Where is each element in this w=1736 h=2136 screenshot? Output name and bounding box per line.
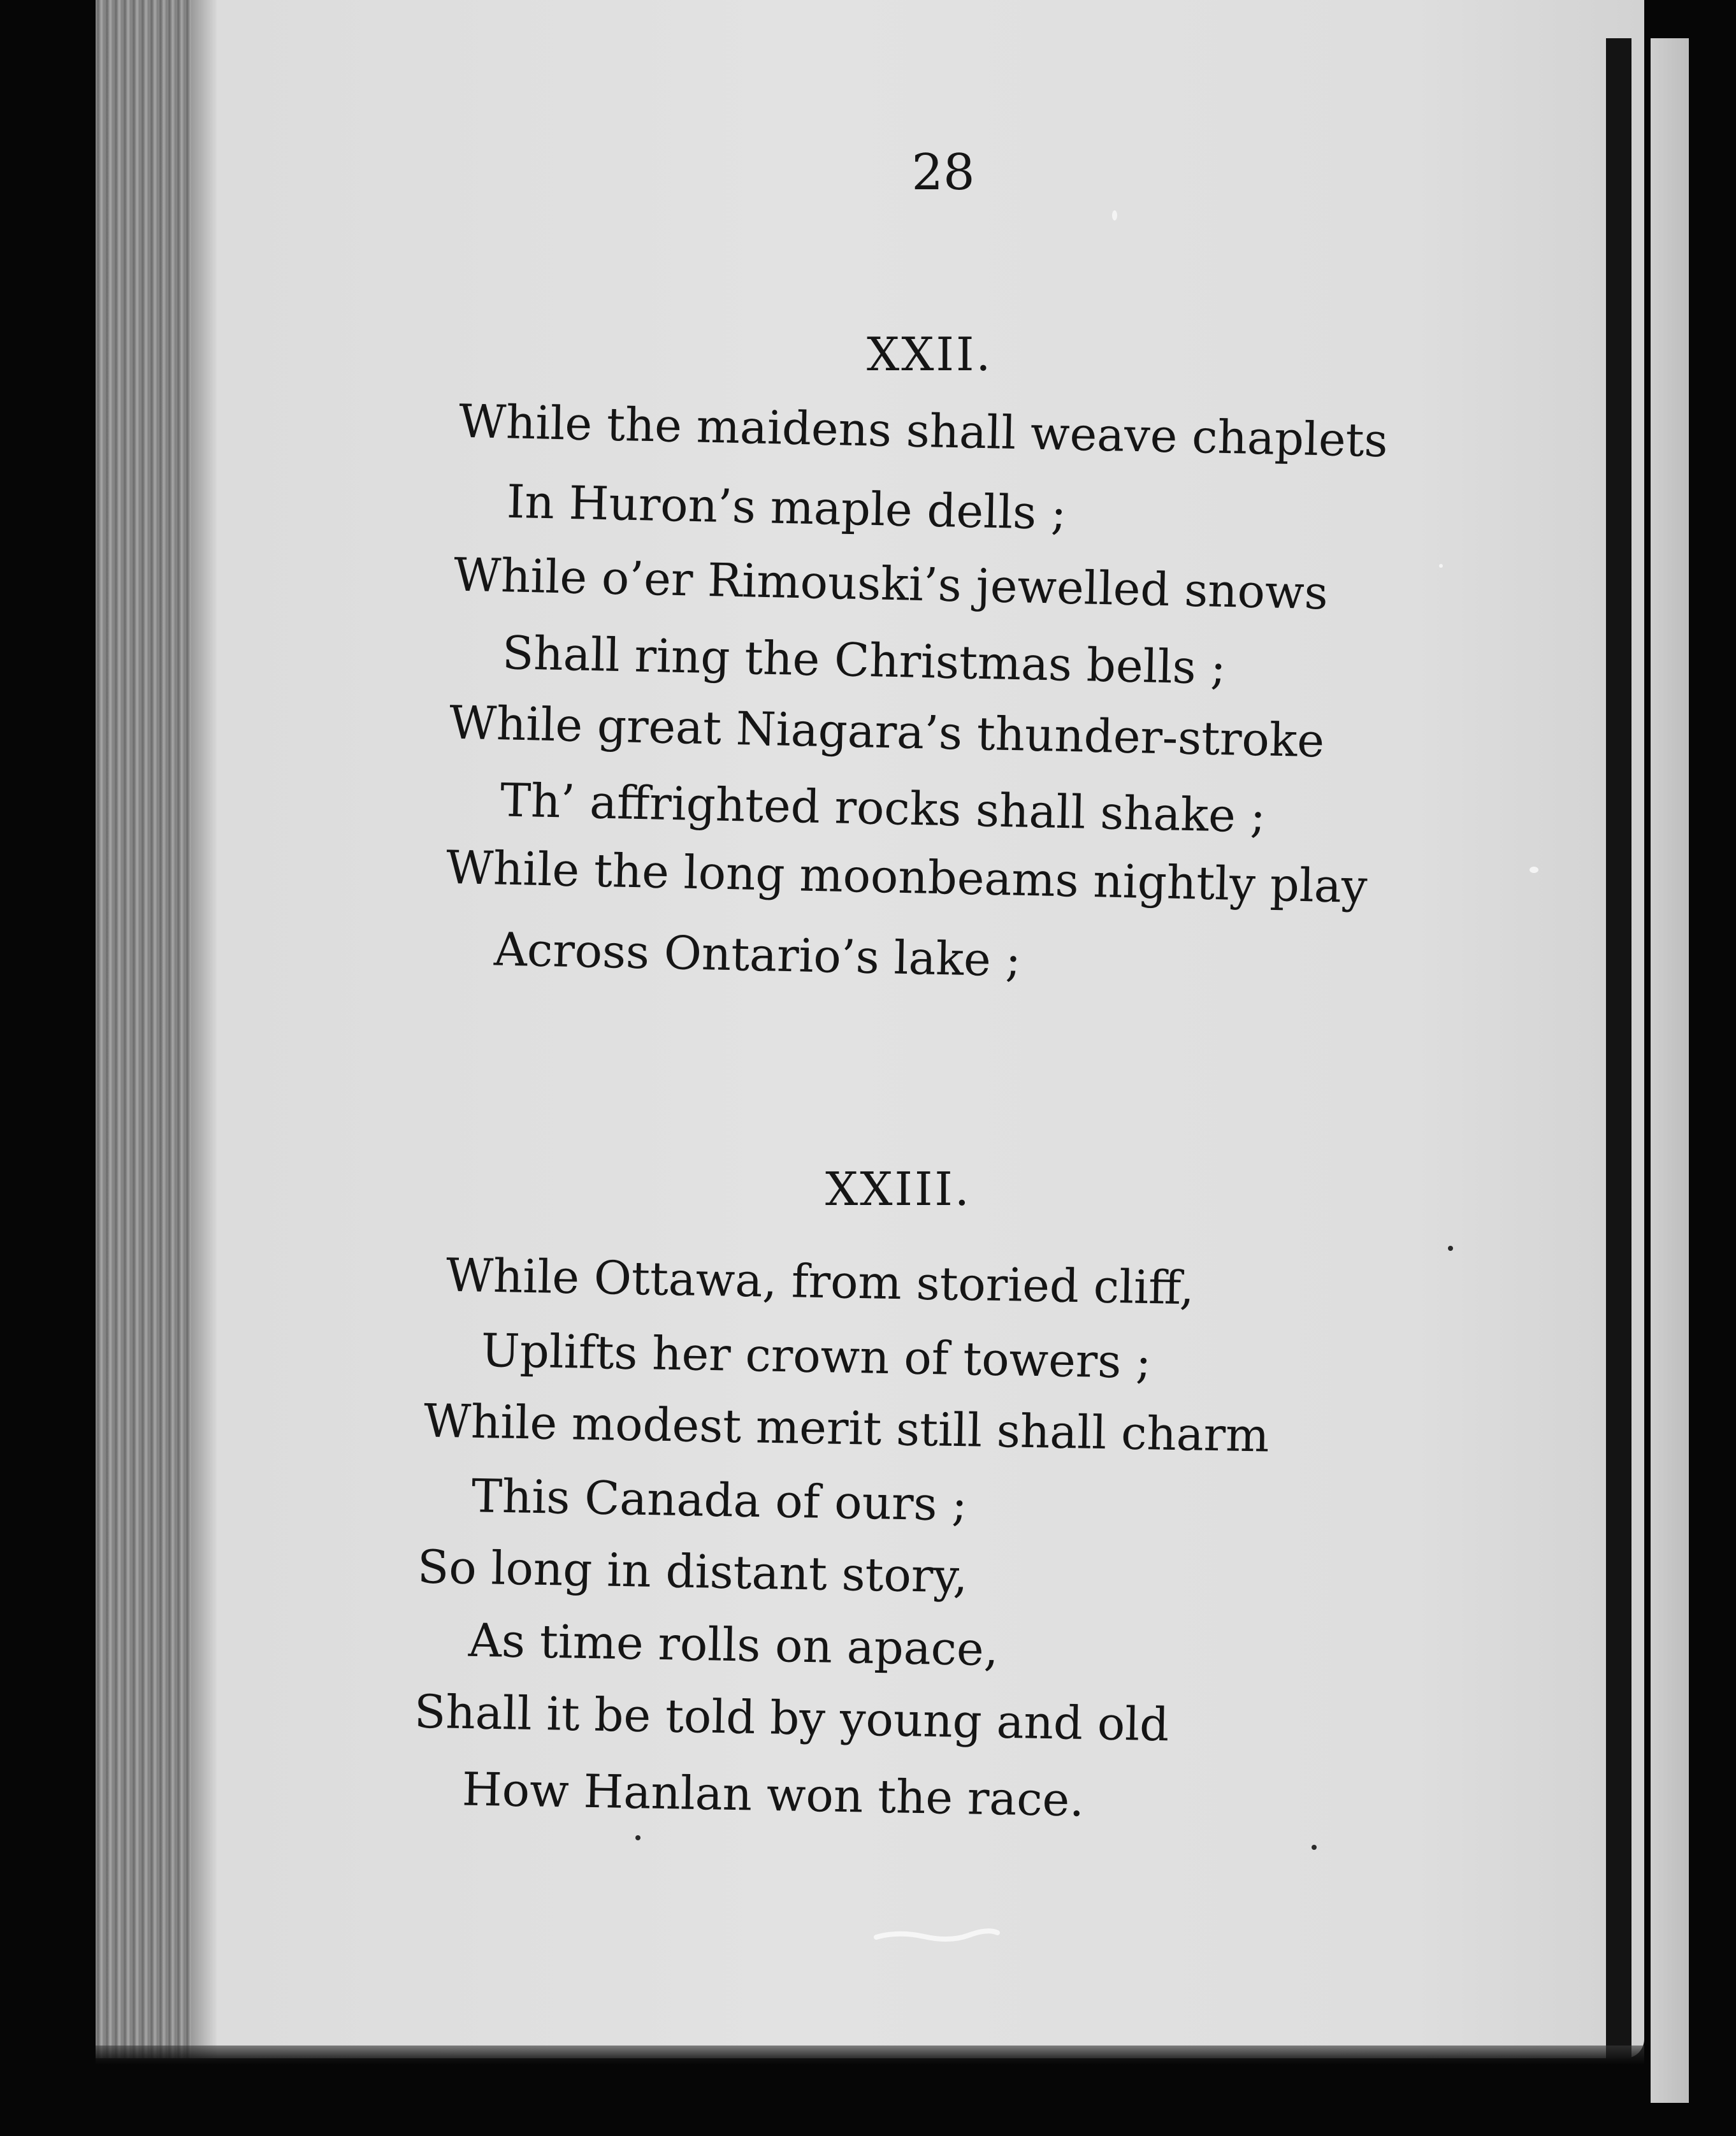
stanza-heading-xxiii: XXIII.: [825, 1162, 971, 1216]
verse-line: While great Niagara’s thunder-stroke: [449, 695, 1325, 768]
verse-line: Shall it be told by young and old: [414, 1684, 1170, 1752]
scan-speck: [635, 1835, 640, 1840]
scan-speck: [1439, 564, 1443, 568]
verse-line: Across Ontario’s lake ;: [493, 922, 1022, 987]
facing-page-edge: [1651, 38, 1689, 2103]
scan-speck: [1448, 1246, 1453, 1251]
verse-line: Th’ affrighted rocks shall shake ;: [500, 773, 1266, 843]
verse-line: While Ottawa, from storied cliff,: [445, 1248, 1195, 1315]
page-edge-shadow: [191, 0, 217, 2058]
page-bottom-shadow: [96, 2046, 1644, 2065]
page-number: 28: [911, 144, 975, 201]
scan-speck: [1112, 210, 1117, 220]
scan-scratch-mark: [873, 1928, 1001, 1947]
verse-line: So long in distant story,: [417, 1540, 969, 1603]
book-fore-edge: [96, 0, 191, 2058]
verse-line: Shall ring the Christmas bells ;: [502, 626, 1227, 695]
scan-speck: [1312, 1845, 1317, 1850]
verse-line: How Hanlan won the race.: [461, 1762, 1085, 1827]
verse-line: In Huron’s maple dells ;: [506, 474, 1067, 540]
scan-speck: [1530, 867, 1538, 873]
verse-line: While modest merit still shall charm: [423, 1394, 1270, 1462]
book-gutter: [1606, 38, 1631, 2058]
verse-line: This Canada of ours ;: [471, 1469, 968, 1531]
verse-line: While the maidens shall weave chaplets: [458, 394, 1389, 468]
verse-line: Uplifts her crown of towers ;: [481, 1323, 1152, 1389]
stanza-heading-xxii: XXII.: [867, 328, 993, 381]
book-page: [96, 0, 1644, 2058]
verse-line: While the long moonbeams nightly play: [445, 840, 1368, 914]
verse-line: While o’er Rimouski’s jewelled snows: [453, 547, 1329, 620]
verse-line: As time rolls on apace,: [468, 1613, 999, 1677]
